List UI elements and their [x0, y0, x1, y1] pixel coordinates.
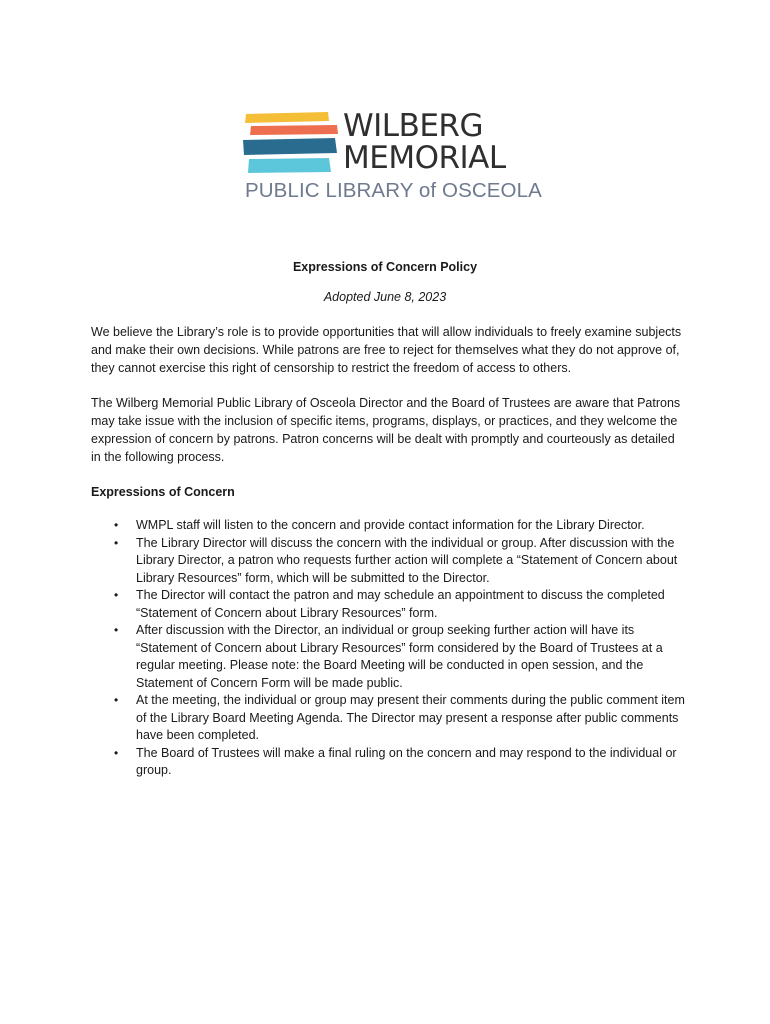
logo-wordmark-line1: WILBERG [343, 108, 483, 144]
logo-tagline: PUBLIC LIBRARY of OSCEOLA [245, 179, 542, 202]
adopted-date: Adopted June 8, 2023 [323, 290, 447, 304]
document-title: Expressions of Concern Policy [292, 260, 478, 274]
library-logo [243, 108, 542, 205]
list-item [91, 587, 687, 622]
logo-stripe-navy [243, 138, 337, 155]
bullet-icon: • [114, 745, 119, 760]
paragraph-director-board: The Wilberg Memorial Public Library of Osceola Director and the Board of Trustees are aware that Patrons may take issue with the inclusion of specific items, programs, displays, or practices, and they welcome the expression of concern by patrons. Patron concerns will be dealt with promptly and courteously as detailed in the following process. [91, 396, 681, 464]
list-item-text: The Library Director will discuss the concern with the individual or group. After discussion with the Library Director, a patron who requests further action will complete a “Statement of Concern about Library Resources” form, which will be submitted to the Director. [136, 535, 678, 585]
section-heading: Expressions of Concern [91, 485, 235, 499]
list-item [91, 535, 687, 588]
bullet-icon: • [114, 518, 119, 532]
bullet-icon: • [114, 693, 119, 707]
concern-process-list [91, 517, 687, 780]
logo-stripe-coral [250, 125, 338, 135]
logo-stripes-icon [243, 110, 343, 180]
list-item [91, 692, 687, 745]
list-item-text: WMPL staff will listen to the concern and provide contact information for the Library Director. [136, 518, 645, 532]
list-item [91, 745, 687, 780]
bullet-icon: • [114, 623, 119, 637]
logo-stripe-yellow [245, 112, 329, 123]
bullet-icon: • [114, 588, 119, 602]
list-item-text: After discussion with the Director, an individual or group seeking further action will have its “Statement of Concern about Library Resources” form considered by the Board of Trustees at a regular meeting. Please note: the Board Meeting will be conducted in open session, and the Statement of Concern Form will be made public. [136, 623, 663, 690]
bullet-icon: • [114, 535, 119, 550]
paragraph-library-role: We believe the Library’s role is to provide opportunities that will allow individuals to freely examine subjects and make their own decisions. While patrons are free to reject for themselves what they do not approve of, they cannot exercise this right of censorship to restrict the freedom of access to others. [91, 325, 682, 375]
list-item-text: The Board of Trustees will make a final ruling on the concern and may respond to the individual or group. [136, 745, 677, 777]
list-item [91, 622, 687, 692]
list-item [91, 517, 687, 535]
logo-stripe-teal [248, 158, 331, 173]
list-item-text: The Director will contact the patron and may schedule an appointment to discuss the completed “Statement of Concern about Library Resources” form. [136, 588, 665, 620]
list-item-text: At the meeting, the individual or group may present their comments during the public comment item of the Library Board Meeting Agenda. The Director may present a response after public comments have been completed. [136, 693, 685, 742]
logo-wordmark-line2: MEMORIAL [343, 140, 506, 176]
